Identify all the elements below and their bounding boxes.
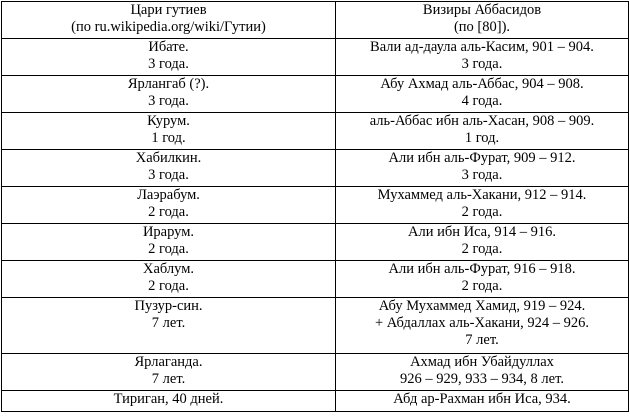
vizier-cell — [336, 150, 629, 187]
king-name: Ярлангаб (?). — [127, 76, 210, 92]
vizier-cell — [336, 298, 629, 354]
vizier-cell — [336, 354, 629, 391]
table-row — [2, 224, 629, 261]
vizier-name: Мухаммед аль-Хакани, 912 – 914. — [377, 187, 587, 203]
header-viziers-title: Визиры Аббасидов — [422, 2, 542, 18]
king-reign: 1 год. — [151, 130, 186, 146]
header-cell-viziers — [336, 2, 629, 39]
king-cell — [2, 354, 336, 391]
vizier-term: 3 года. — [461, 56, 503, 72]
king-name: Лаэрабум. — [137, 187, 200, 203]
vizier-term: 7 лет. — [465, 332, 499, 348]
table-row — [2, 261, 629, 298]
vizier-name-continued: + Абдаллах аль-Хакани, 924 – 926. — [374, 315, 590, 331]
header-cell-kings — [2, 2, 336, 39]
king-cell — [2, 76, 336, 113]
vizier-cell — [336, 187, 629, 224]
vizier-cell — [336, 39, 629, 76]
king-cell — [2, 391, 336, 412]
vizier-cell — [336, 224, 629, 261]
king-name: Пузур-син. — [134, 298, 203, 314]
vizier-term: 926 – 929, 933 – 934, 8 лет. — [400, 371, 564, 387]
king-reign: 7 лет. — [151, 371, 186, 387]
vizier-term: 3 года. — [461, 167, 503, 183]
vizier-name: Али ибн аль-Фурат, 916 – 918. — [388, 261, 576, 277]
vizier-name: аль-Аббас ибн аль-Хасан, 908 – 909. — [369, 113, 595, 129]
comparison-table — [1, 1, 629, 412]
vizier-term: 1 год. — [464, 130, 500, 146]
king-cell — [2, 261, 336, 298]
vizier-cell — [336, 391, 629, 412]
vizier-cell — [336, 76, 629, 113]
table-header-row — [2, 2, 629, 39]
king-reign: 3 года. — [148, 167, 189, 183]
king-reign: 7 лет. — [151, 315, 186, 331]
king-reign: 2 года. — [148, 278, 189, 294]
king-name: Ибате. — [148, 39, 189, 55]
king-name: Ирарум. — [142, 224, 195, 240]
king-name: Хабилкин. — [135, 150, 202, 166]
table-row — [2, 76, 629, 113]
king-name: Тириган, 40 дней. — [113, 391, 224, 407]
vizier-cell — [336, 113, 629, 150]
vizier-term: 4 года. — [461, 93, 503, 109]
king-reign: 3 года. — [148, 56, 189, 72]
king-name: Хаблум. — [142, 261, 195, 277]
table-row — [2, 113, 629, 150]
table-row — [2, 187, 629, 224]
king-name: Курум. — [147, 113, 190, 129]
table-row — [2, 354, 629, 391]
header-viziers-source: (по [80]). — [453, 19, 511, 35]
king-cell — [2, 39, 336, 76]
king-cell — [2, 113, 336, 150]
table-row — [2, 150, 629, 187]
king-reign: 2 года. — [148, 241, 189, 257]
vizier-cell — [336, 261, 629, 298]
king-reign: 2 года. — [148, 204, 189, 220]
vizier-term: 2 года. — [461, 204, 503, 220]
vizier-name: Абд ар-Рахман ибн Иса, 934. — [393, 391, 571, 407]
vizier-name: Абу Мухаммед Хамид, 919 – 924. — [378, 298, 586, 314]
king-cell — [2, 224, 336, 261]
king-cell — [2, 298, 336, 354]
vizier-name: Али ибн аль-Фурат, 909 – 912. — [388, 150, 576, 166]
header-kings-source: (по ru.wikipedia.org/wiki/Гутии) — [71, 19, 266, 35]
table-row — [2, 298, 629, 354]
king-name: Ярлаганда. — [134, 354, 203, 370]
king-cell — [2, 187, 336, 224]
vizier-term: 2 года. — [461, 241, 503, 257]
king-cell — [2, 150, 336, 187]
vizier-name: Вали ад-даула аль-Касим, 901 – 904. — [370, 39, 594, 55]
vizier-term: 2 года. — [461, 278, 503, 294]
king-reign: 3 года. — [148, 93, 189, 109]
header-kings-title: Цари гутиев — [130, 2, 207, 18]
table-row — [2, 391, 629, 412]
vizier-name: Али ибн Иса, 914 – 916. — [407, 224, 556, 240]
vizier-name: Ахмад ибн Убайдуллах — [410, 354, 554, 370]
table-row — [2, 39, 629, 76]
vizier-name: Абу Ахмад аль-Аббас, 904 – 908. — [380, 76, 584, 92]
